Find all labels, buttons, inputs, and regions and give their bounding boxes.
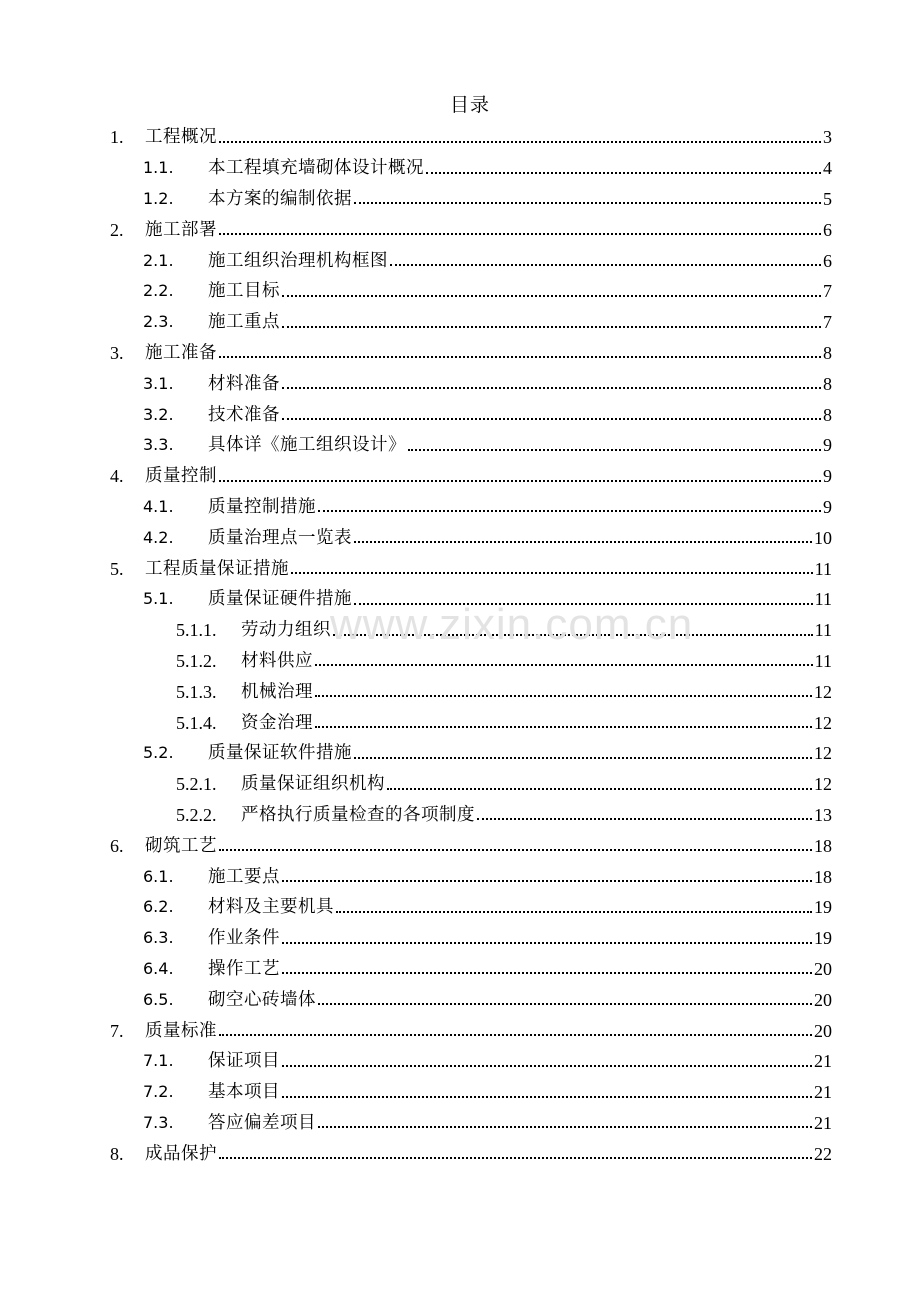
toc-entry[interactable]	[0, 307, 920, 338]
toc-entry-page-number: 8	[823, 373, 832, 394]
toc-entry-number: 5.2.2.	[176, 804, 217, 825]
toc-entry-title: 本方案的编制依据	[208, 188, 352, 209]
toc-entry-number: 1.2.	[143, 188, 174, 208]
toc-entry-page-number: 11	[814, 620, 832, 641]
toc-entry-title: 材料准备	[208, 373, 280, 394]
dot-leader	[354, 540, 812, 543]
toc-entry-title: 操作工艺	[208, 958, 280, 979]
toc-entry-page-number: 12	[814, 681, 832, 702]
toc-entry[interactable]	[0, 861, 920, 892]
toc-entry-page-number: 3	[823, 127, 832, 148]
toc-entry-title: 施工目标	[208, 281, 280, 302]
toc-entry-page-number: 10	[814, 527, 832, 548]
toc-entry-title: 材料供应	[241, 650, 313, 671]
toc-entry-number: 8.	[110, 1143, 124, 1164]
toc-entry-page-number: 20	[814, 958, 832, 979]
toc-entry-page-number: 11	[814, 589, 832, 610]
toc-entry-title: 施工部署	[145, 219, 217, 240]
toc-entry-page-number: 6	[823, 219, 832, 240]
toc-entry-number: 6.	[110, 835, 124, 856]
toc-entry-title: 施工准备	[145, 342, 217, 363]
toc-entry[interactable]	[0, 553, 920, 584]
dot-leader	[282, 386, 821, 389]
toc-entry-page-number: 9	[823, 496, 832, 517]
toc-entry-number: 3.2.	[143, 404, 174, 424]
toc-entry-title: 基本项目	[208, 1082, 280, 1103]
toc-entry-number: 2.2.	[143, 281, 174, 301]
toc-entry-number: 3.1.	[143, 373, 174, 393]
toc-entry-number: 7.3.	[143, 1112, 174, 1132]
toc-entry[interactable]	[0, 984, 920, 1015]
toc-entry-number: 6.1.	[143, 866, 174, 886]
dot-leader	[354, 602, 813, 605]
toc-entry[interactable]	[0, 584, 920, 615]
dot-leader	[219, 232, 821, 235]
toc-entry-page-number: 13	[814, 804, 832, 825]
toc-entry-title: 保证项目	[208, 1051, 280, 1072]
toc-entry-number: 6.2.	[143, 897, 174, 917]
toc-entry-page-number: 11	[814, 558, 832, 579]
toc-entry-number: 3.3.	[143, 435, 174, 455]
toc-entry-number: 7.2.	[143, 1082, 174, 1102]
toc-entry-page-number: 12	[814, 712, 832, 733]
dot-leader	[282, 879, 812, 882]
toc-entry-page-number: 20	[814, 1020, 832, 1041]
toc-entry[interactable]	[0, 368, 920, 399]
toc-entry-page-number: 18	[814, 866, 832, 887]
dot-leader	[219, 848, 812, 851]
toc-entry-title: 质量治理点一览表	[208, 527, 352, 548]
toc-entry-page-number: 8	[823, 404, 832, 425]
toc-entry-page-number: 21	[814, 1082, 832, 1103]
toc-entry-title: 成品保护	[145, 1143, 217, 1164]
toc-entry-number: 2.	[110, 219, 124, 240]
toc-entry[interactable]	[0, 399, 920, 430]
toc-entry-number: 5.1.	[143, 589, 174, 609]
toc-entry[interactable]	[0, 1138, 920, 1169]
toc-entry-title: 质量保证硬件措施	[208, 589, 352, 610]
toc-entry-title: 施工要点	[208, 866, 280, 887]
dot-leader	[291, 571, 813, 574]
toc-entry-number: 5.1.2.	[176, 650, 217, 671]
toc-entry-title: 作业条件	[208, 928, 280, 949]
toc-entry-title: 质量控制措施	[208, 496, 316, 517]
toc-entry-page-number: 7	[823, 312, 832, 333]
toc-entry[interactable]	[0, 800, 920, 831]
dot-leader	[315, 725, 812, 728]
toc-entry-number: 1.1.	[143, 158, 174, 178]
dot-leader	[282, 941, 812, 944]
toc-entry-title: 质量保证组织机构	[241, 774, 385, 795]
dot-leader	[318, 509, 821, 512]
toc-entry-number: 5.1.4.	[176, 712, 217, 733]
toc-entry-page-number: 5	[823, 188, 832, 209]
toc-entry-number: 6.5.	[143, 989, 174, 1009]
toc-title: 目录	[449, 94, 490, 116]
toc-entry-number: 4.	[110, 466, 124, 487]
toc-entry[interactable]	[0, 1015, 920, 1046]
toc-entry[interactable]	[0, 522, 920, 553]
toc-entry-title: 材料及主要机具	[208, 897, 334, 918]
toc-entry-number: 1.	[110, 127, 124, 148]
toc-entry[interactable]	[0, 615, 920, 646]
toc-entry[interactable]	[0, 892, 920, 923]
toc-entry-page-number: 22	[814, 1143, 832, 1164]
toc-entry-number: 5.	[110, 558, 124, 579]
dot-leader	[318, 1002, 812, 1005]
toc-entry[interactable]	[0, 245, 920, 276]
toc-entry-title: 施工组织治理机构框图	[208, 250, 388, 271]
toc-entry[interactable]	[0, 492, 920, 523]
toc-entry-page-number: 11	[814, 650, 832, 671]
toc-entry[interactable]	[0, 1046, 920, 1077]
dot-leader	[219, 355, 821, 358]
toc-entry[interactable]	[0, 769, 920, 800]
toc-entry[interactable]	[0, 830, 920, 861]
dot-leader	[219, 479, 821, 482]
toc-entry[interactable]	[0, 646, 920, 677]
toc-entry-number: 7.	[110, 1020, 124, 1041]
dot-leader	[219, 1033, 812, 1036]
toc-entry-number: 4.1.	[143, 496, 174, 516]
dot-leader	[354, 756, 812, 759]
toc-entry-page-number: 21	[814, 1112, 832, 1133]
toc-entry[interactable]	[0, 214, 920, 245]
toc-entry-page-number: 12	[814, 743, 832, 764]
toc-entry-page-number: 19	[814, 897, 832, 918]
toc-entry-page-number: 7	[823, 281, 832, 302]
toc-entry[interactable]	[0, 954, 920, 985]
toc-entry-number: 6.4.	[143, 958, 174, 978]
dot-leader	[282, 294, 821, 297]
toc-entry[interactable]	[0, 738, 920, 769]
toc-entry-page-number: 21	[814, 1051, 832, 1072]
dot-leader	[336, 910, 812, 913]
toc-entry[interactable]	[0, 276, 920, 307]
toc-entry-page-number: 18	[814, 835, 832, 856]
dot-leader	[333, 633, 813, 636]
toc-entry-number: 7.1.	[143, 1051, 174, 1071]
toc-entry-title: 机械治理	[241, 681, 313, 702]
toc-entry-page-number: 19	[814, 928, 832, 949]
toc-list	[0, 122, 920, 1169]
toc-entry-title: 本工程填充墙砌体设计概况	[208, 158, 424, 179]
toc-entry-page-number: 12	[814, 774, 832, 795]
toc-entry-number: 5.1.1.	[176, 620, 217, 641]
toc-entry-number: 5.2.1.	[176, 774, 217, 795]
dot-leader	[282, 1095, 812, 1098]
dot-leader	[477, 817, 812, 820]
toc-entry-number: 2.1.	[143, 250, 174, 270]
toc-entry[interactable]	[0, 461, 920, 492]
toc-entry[interactable]	[0, 338, 920, 369]
toc-entry-title: 质量标准	[145, 1020, 217, 1041]
toc-entry-page-number: 4	[823, 158, 832, 179]
toc-entry[interactable]	[0, 1108, 920, 1139]
toc-entry[interactable]	[0, 153, 920, 184]
toc-entry-title: 质量控制	[145, 466, 217, 487]
toc-entry-title: 砌空心砖墙体	[208, 989, 316, 1010]
dot-leader	[315, 694, 812, 697]
toc-entry-title: 技术准备	[208, 404, 280, 425]
dot-leader	[354, 201, 821, 204]
toc-entry-title: 砌筑工艺	[145, 835, 217, 856]
toc-entry-number: 3.	[110, 342, 124, 363]
dot-leader	[282, 971, 812, 974]
toc-entry-title: 严格执行质量检查的各项制度	[241, 804, 475, 825]
toc-entry-title: 资金治理	[241, 712, 313, 733]
toc-entry[interactable]	[0, 1077, 920, 1108]
toc-entry-title: 工程概况	[145, 127, 217, 148]
toc-entry-page-number: 20	[814, 989, 832, 1010]
toc-entry[interactable]	[0, 122, 920, 153]
dot-leader	[219, 1156, 812, 1159]
toc-entry[interactable]	[0, 923, 920, 954]
toc-entry-title: 施工重点	[208, 312, 280, 333]
toc-entry-page-number: 9	[823, 466, 832, 487]
toc-entry[interactable]	[0, 184, 920, 215]
toc-entry[interactable]	[0, 676, 920, 707]
toc-entry-number: 2.3.	[143, 312, 174, 332]
toc-entry-page-number: 9	[823, 435, 832, 456]
toc-entry-number: 4.2.	[143, 527, 174, 547]
dot-leader	[282, 417, 821, 420]
toc-entry-number: 5.1.3.	[176, 681, 217, 702]
toc-entry-title: 质量保证软件措施	[208, 743, 352, 764]
toc-entry-title: 答应偏差项目	[208, 1112, 316, 1133]
toc-entry-title: 具体详《施工组织设计》	[208, 435, 406, 456]
toc-entry-title: 劳动力组织	[241, 620, 331, 641]
dot-leader	[408, 448, 821, 451]
dot-leader	[390, 263, 821, 266]
toc-entry-number: 5.2.	[143, 743, 174, 763]
toc-entry[interactable]	[0, 707, 920, 738]
toc-entry[interactable]	[0, 430, 920, 461]
dot-leader	[315, 663, 813, 666]
toc-entry-page-number: 8	[823, 342, 832, 363]
watermark: www.zixin.com.cn	[330, 600, 694, 649]
dot-leader	[282, 1064, 812, 1067]
dot-leader	[387, 787, 812, 790]
dot-leader	[282, 325, 821, 328]
toc-entry-number: 6.3.	[143, 928, 174, 948]
dot-leader	[318, 1125, 812, 1128]
toc-entry-title: 工程质量保证措施	[145, 558, 289, 579]
dot-leader	[219, 140, 821, 143]
dot-leader	[426, 171, 821, 174]
toc-entry-page-number: 6	[823, 250, 832, 271]
